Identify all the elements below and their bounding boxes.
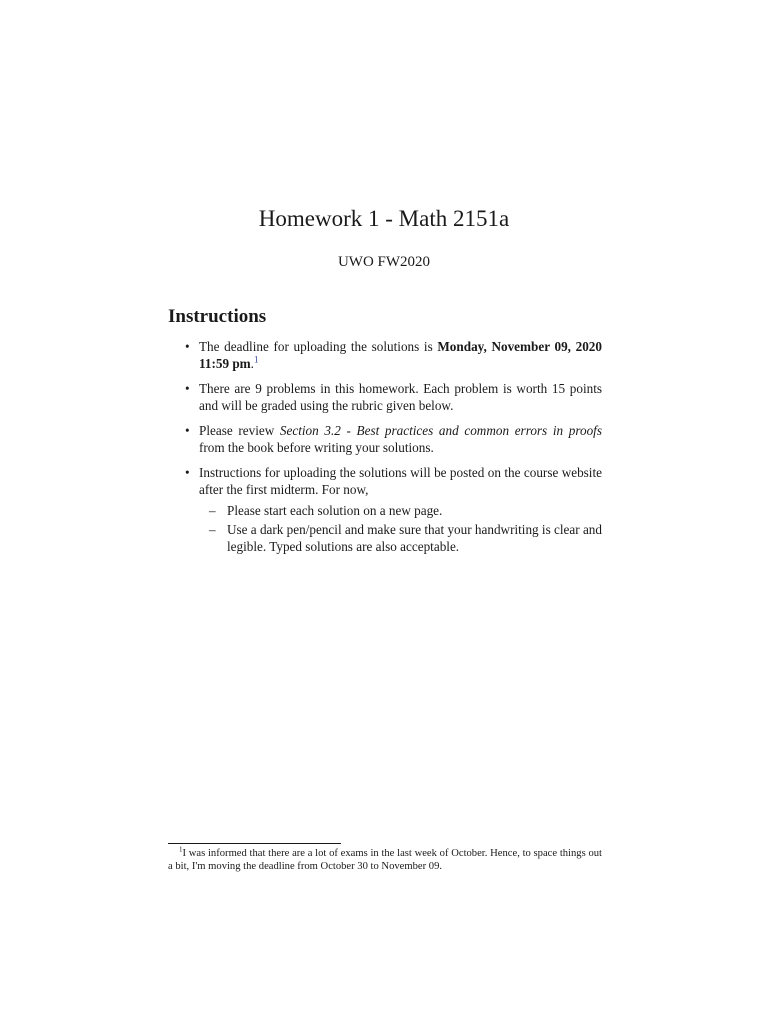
instruction-text: There are 9 problems in this homework. Each problem is worth 15 points and will be graded using the rubric given below. [199, 381, 602, 413]
sublist-item-dark-pen: – Use a dark pen/pencil and make sure that your handwriting is clear and legible. Typed solutions are also acceptable. [199, 521, 602, 555]
instructions-list [168, 338, 602, 563]
upload-sublist [199, 502, 602, 555]
footnote-text: I was informed that there are a lot of exams in the last week of October. Hence, to space things out a bit, I'm moving the deadline from October 30 to November 09. [168, 848, 602, 872]
footnote-divider [168, 843, 341, 844]
instruction-text: Instructions for uploading the solutions will be posted on the course website after the first midterm. For now, [199, 465, 602, 497]
instruction-text: . [250, 356, 254, 371]
footnote-mark: 1 [179, 845, 183, 854]
book-section-reference: Section 3.2 - Best practices and common errors in proofs [279, 423, 602, 438]
instruction-item-deadline [168, 338, 602, 372]
section-heading-instructions: Instructions [168, 306, 267, 327]
instruction-item-problems [168, 380, 602, 414]
footnote-reference-link[interactable]: 1 [253, 354, 259, 365]
instruction-text: Please review [199, 423, 280, 438]
instruction-item-review [168, 422, 602, 456]
footnote [168, 847, 602, 873]
sublist-item-new-page: – Please start each solution on a new page. [199, 502, 602, 519]
instruction-text: from the book before writing your solutions. [199, 440, 434, 455]
document-subtitle: UWO FW2020 [337, 254, 431, 270]
deadline-date: Monday, November 09, 2020 11:59 pm [199, 339, 602, 371]
document-title: Homework 1 - Math 2151a [258, 206, 510, 231]
instruction-text: The deadline for uploading the solutions is [199, 339, 438, 354]
instruction-item-upload [168, 464, 602, 555]
